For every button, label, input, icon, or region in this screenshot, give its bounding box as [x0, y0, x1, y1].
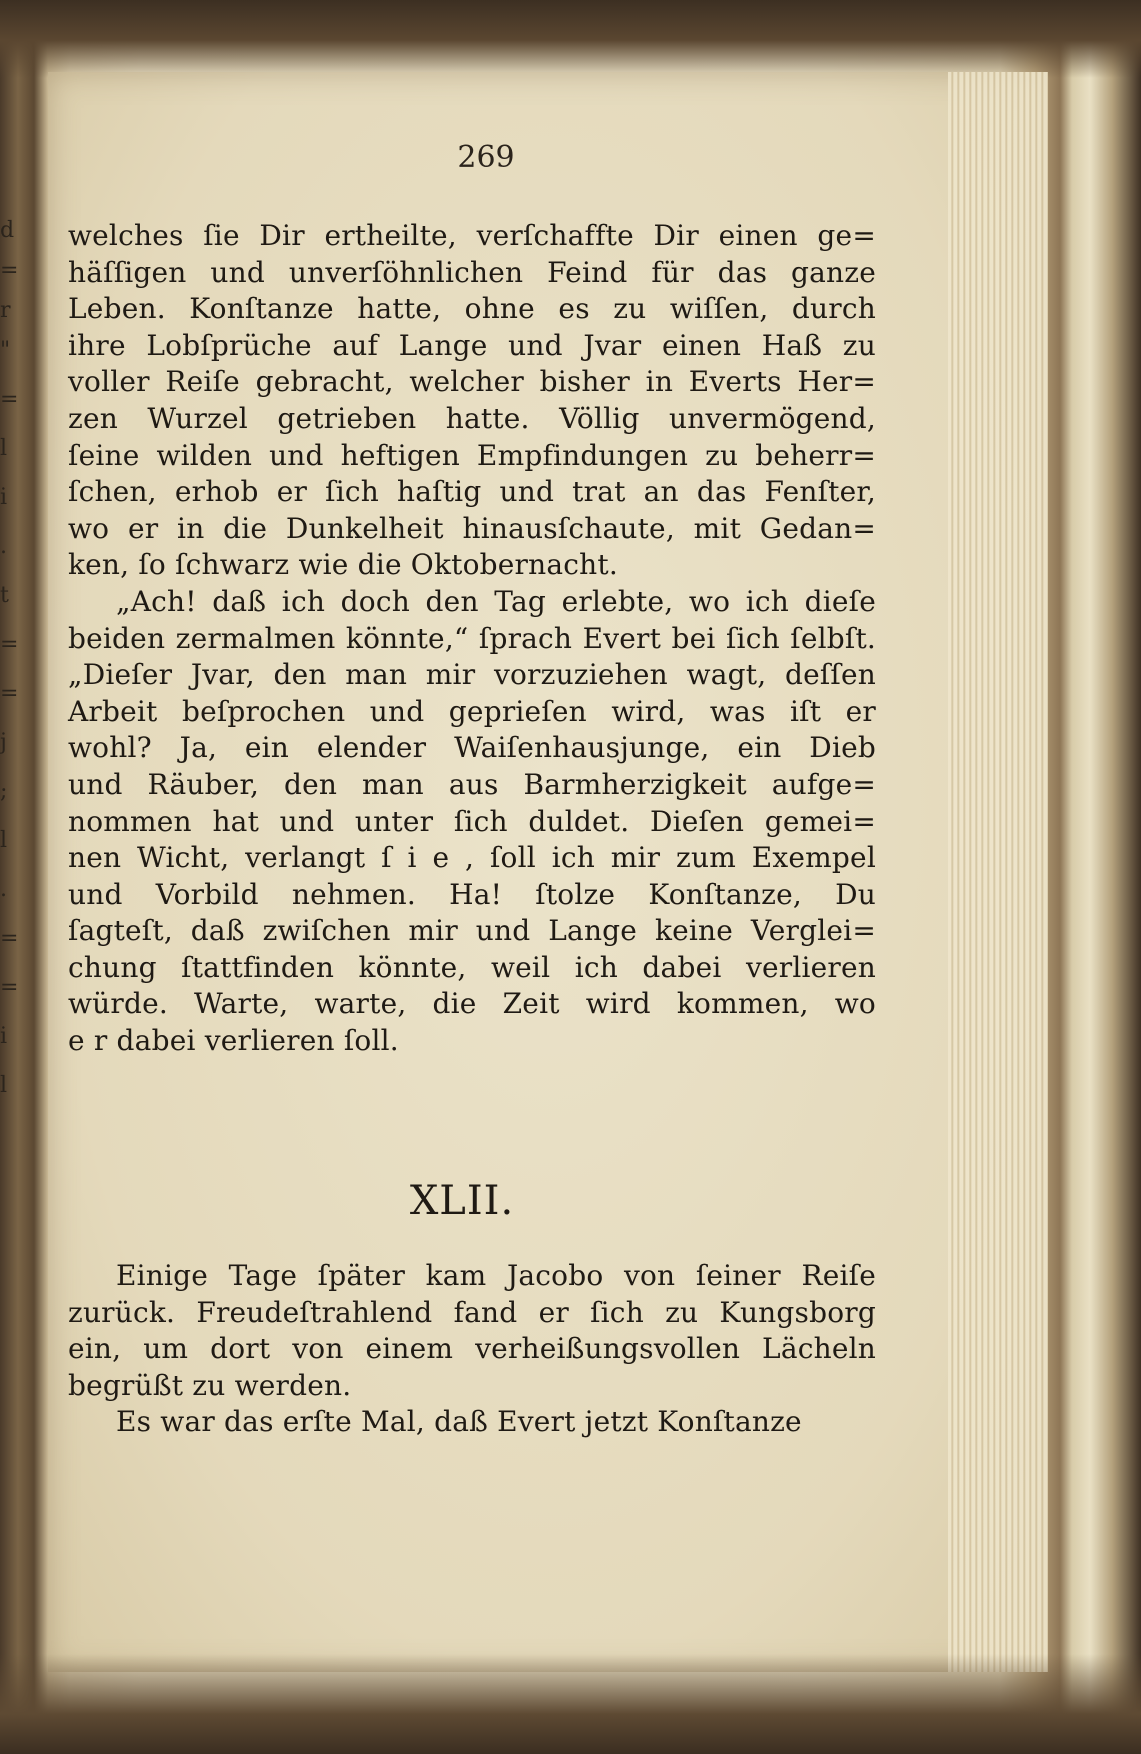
book-bottom-edge: [0, 1654, 1141, 1754]
page-number: 269: [457, 140, 515, 175]
text-line: ein, um dort von einem verheißungsvollen Lächeln: [68, 1332, 876, 1366]
margin-fragment: =: [0, 975, 19, 1000]
margin-fragment: =: [0, 681, 19, 706]
text-line: „Ach! daß ich doch den Tag erlebte, wo ich dieſe: [116, 584, 876, 618]
margin-fragment: .: [0, 877, 7, 902]
chapter-heading: XLII.: [409, 1178, 515, 1224]
margin-fragment: j: [0, 730, 7, 755]
margin-fragment: t: [0, 583, 9, 608]
text-line: ſchen, erhob er ſich haſtig und trat an das Fenſter,: [68, 475, 876, 509]
text-line: Es war das erſte Mal, daß Evert jetzt Konſtanze: [116, 1405, 802, 1439]
margin-fragment: ": [0, 338, 11, 363]
text-line: chung ſtattfinden könnte, weil ich dabei verlieren: [68, 950, 876, 984]
paragraph-4: [68, 1404, 876, 1441]
page-stack-edges: [948, 72, 1048, 1672]
text-line: nen Wicht, verlangt ſ i e , ſoll ich mir zum Exempel: [68, 841, 876, 875]
margin-fragment: .: [0, 534, 7, 559]
margin-fragment: l: [0, 436, 8, 461]
text-line: nommen hat und unter ſich duldet. Dieſen gemei=: [68, 804, 876, 838]
margin-fragment: l: [0, 828, 8, 853]
text-line: würde. Warte, warte, die Zeit wird kommen, wo: [68, 987, 876, 1021]
text-line: voller Reiſe gebracht, welcher bisher in Everts Her=: [68, 365, 876, 399]
paragraph-1: [68, 218, 876, 584]
text-line: beiden zermalmen könnte,“ ſprach Evert bei ſich ſelbſt.: [68, 621, 876, 655]
margin-fragment: =: [0, 258, 19, 283]
margin-fragment: i: [0, 1024, 8, 1049]
text-line: und Vorbild nehmen. Ha! ſtolze Konſtanze, Du: [68, 877, 876, 911]
text-line: zurück. Freudeſtrahlend fand er ſich zu Kungsborg: [68, 1295, 876, 1329]
paragraph-3: [68, 1258, 876, 1404]
text-line: „Dieſer Jvar, den man mir vorzuziehen wagt, deſſen: [68, 658, 876, 692]
text-line: ſeine wilden und heftigen Empfindungen zu beherr=: [68, 438, 876, 472]
book-top-edge: [0, 0, 1141, 78]
text-line: zen Wurzel getrieben hatte. Völlig unvermögend,: [68, 401, 876, 435]
body-text-upper: [68, 218, 876, 1060]
text-line: und Räuber, den man aus Barmherzigkeit aufge=: [68, 767, 876, 801]
margin-fragment: l: [0, 1073, 8, 1098]
text-line: e r dabei verlieren ſoll.: [68, 1024, 399, 1058]
margin-fragment: r: [0, 298, 11, 323]
margin-fragment: =: [0, 632, 19, 657]
paragraph-2: [68, 584, 876, 1060]
text-line: ſagteſt, daß zwiſchen mir und Lange keine Verglei=: [68, 914, 876, 948]
text-line: begrüßt zu werden.: [68, 1368, 352, 1402]
text-line: häſſigen und unverſöhnlichen Feind für das ganze: [68, 255, 876, 289]
margin-fragment: i: [0, 485, 8, 510]
margin-fragment: =: [0, 926, 19, 951]
body-text-lower: [68, 1258, 876, 1441]
text-line: Einige Tage ſpäter kam Jacobo von ſeiner Reiſe: [116, 1259, 876, 1292]
margin-fragment: ;: [0, 779, 8, 804]
text-line: ihre Lobſprüche auf Lange und Jvar einen Haß zu: [68, 328, 876, 362]
text-line: wohl? Ja, ein elender Waiſenhausjunge, ein Dieb: [68, 731, 876, 765]
text-line: wo er in die Dunkelheit hinausſchaute, mit Gedan=: [68, 511, 876, 545]
text-line: Leben. Konſtanze hatte, ohne es zu wiſſen, durch: [68, 292, 876, 326]
text-line: ken, ſo ſchwarz wie die Oktobernacht.: [68, 548, 618, 582]
previous-page-margin: [0, 220, 22, 1124]
text-line: welches ſie Dir ertheilte, verſchaffte Dir einen ge=: [68, 219, 876, 252]
margin-fragment: =: [0, 387, 19, 412]
margin-fragment: d: [0, 218, 15, 243]
text-line: Arbeit beſprochen und geprieſen wird, was iſt er: [68, 694, 876, 728]
